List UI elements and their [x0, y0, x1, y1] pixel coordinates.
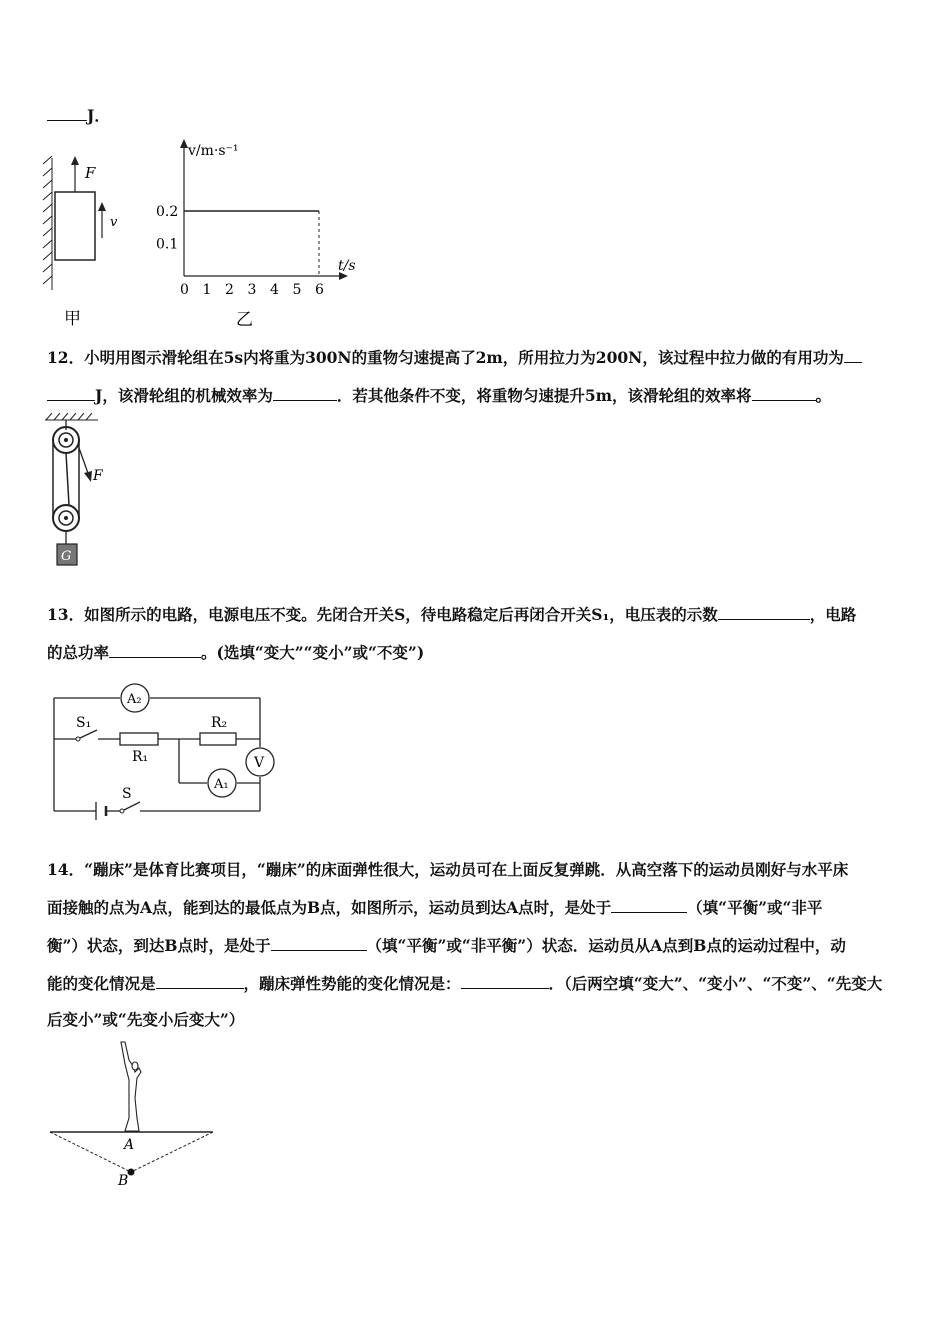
stretched-bed-left — [50, 1132, 131, 1172]
y-axis-label: v/m·s⁻¹ — [188, 143, 239, 159]
q14-text-4c: ．（后两空填“变大”、“变小”、“不变”、“先变大 — [548, 974, 883, 993]
velocity-label: v — [110, 215, 118, 230]
voltmeter-label: V — [254, 755, 265, 771]
q13-text-2a: 的总功率 — [47, 643, 110, 662]
q13-blank-2 — [109, 643, 201, 658]
figure-jia — [40, 150, 130, 335]
block — [55, 192, 95, 260]
q11-answer-tail — [47, 104, 110, 126]
force-arrow — [71, 156, 79, 192]
x-axis-label: t/s — [338, 258, 356, 274]
q12-text-2b: ．若其他条件不变，将重物匀速提升5m，该滑轮组的效率将 — [336, 386, 752, 405]
q13-line1 — [47, 603, 856, 625]
x-tick-label: 1 — [202, 282, 212, 298]
q14-line2 — [47, 896, 822, 918]
y-axis-arrow — [180, 139, 188, 148]
ammeter-a2-label: A₂ — [127, 692, 142, 707]
figure-circuit — [40, 678, 290, 823]
q14-text-4a: 能的变化情况是 — [47, 974, 156, 993]
q14-blank-4 — [461, 974, 549, 989]
q12-blank-1b — [47, 386, 95, 401]
stretched-bed-right — [131, 1132, 213, 1172]
ammeter-a1-label: A₁ — [214, 777, 229, 792]
switch-s — [120, 802, 140, 813]
switch-s1 — [76, 730, 97, 741]
battery — [96, 802, 106, 820]
pull-force-arrow — [79, 448, 92, 482]
q14-text-3b: （填“平衡”或“非平衡”）状态．运动员从A点到B点的运动过程中，动 — [366, 936, 846, 955]
q13-blank-1 — [718, 605, 810, 620]
caption-jia: 甲 — [64, 309, 81, 329]
q13-text-2b: 。(选填“变大”“变小”或“不变”) — [201, 643, 425, 662]
caption-yi: 乙 — [236, 310, 253, 330]
q14-text-1: 14．“蹦床”是体育比赛项目，“蹦床”的床面弹性很大，运动员可在上面反复弹跳．从高空落下的运动员刚好与水平床 — [47, 860, 849, 879]
q13-text-1b: ，电路 — [809, 605, 857, 624]
pull-force-label: F — [93, 468, 103, 484]
resistor-r1-label: R₁ — [132, 749, 149, 765]
q14-blank-3 — [156, 974, 244, 989]
q14-blank-2 — [271, 936, 367, 951]
figure-yi-chart — [150, 135, 370, 335]
q14-blank-1 — [611, 898, 687, 913]
resistor-r2-label: R₂ — [211, 715, 228, 731]
q13-line2 — [47, 641, 424, 663]
point-a-label: A — [124, 1137, 135, 1153]
q14-line5 — [47, 1008, 244, 1030]
q11-blank — [47, 106, 87, 121]
force-label: F — [85, 164, 96, 182]
wall-hatch — [43, 156, 52, 290]
y-tick-label: 0.2 — [156, 204, 179, 220]
q12-blank-3 — [752, 386, 816, 401]
q14-text-2b: （填“平衡”或“非平 — [687, 898, 823, 917]
rope-middle — [66, 453, 69, 505]
q12-text-2a: J，该滑轮组的机械效率为 — [95, 386, 273, 405]
weight-label: G — [61, 549, 72, 564]
q12-text-2c: 。 — [815, 386, 832, 405]
resistor-r2 — [200, 733, 236, 745]
q13-text-1a: 13．如图所示的电路，电源电压不变。先闭合开关S，待电路稳定后再闭合开关S₁，电压表的示数 — [47, 605, 718, 624]
switch-s1-label: S₁ — [76, 715, 92, 731]
q12-text-1: 12．小明用图示滑轮组在5s内将重为300N的重物匀速提高了2m，所用拉力为200N，该过程中拉力做的有用功为 — [47, 348, 844, 367]
q14-line3 — [47, 934, 846, 956]
x-tick-label: 3 — [247, 282, 257, 298]
y-tick-label: 0.1 — [156, 236, 179, 253]
q14-line4 — [47, 972, 882, 994]
q14-text-5: 后变小”或“先变小后变大”） — [47, 1010, 245, 1029]
q11-unit: J． — [87, 106, 110, 125]
x-tick-label: 2 — [225, 282, 234, 298]
ceiling-hatch — [45, 413, 98, 420]
q12-line2 — [47, 384, 831, 406]
q12-blank-2 — [273, 386, 337, 401]
x-tick-label: 6 — [315, 282, 324, 298]
figure-trampoline — [45, 1038, 225, 1193]
q12-line1 — [47, 346, 862, 368]
athlete-figure — [121, 1042, 141, 1131]
point-b — [128, 1169, 135, 1176]
velocity-arrow — [98, 202, 106, 238]
q14-text-4b: ，蹦床弹性势能的变化情况是： — [243, 974, 461, 993]
point-b-label: B — [118, 1173, 129, 1189]
x-tick-label: 4 — [270, 282, 279, 298]
q14-text-2a: 面接触的点为A点，能到达的最低点为B点，如图所示，运动员到达A点时，是处于 — [47, 898, 612, 917]
x-tick-label: 5 — [292, 282, 302, 298]
switch-s-label: S — [122, 786, 132, 802]
x-tick-label: 0 — [180, 282, 189, 298]
q14-text-3a: 衡”）状态，到达B点时，是处于 — [47, 936, 271, 955]
q12-blank-1a — [844, 348, 862, 363]
q14-line1 — [47, 858, 848, 880]
figure-pulley — [40, 410, 130, 575]
resistor-r1 — [120, 733, 158, 745]
